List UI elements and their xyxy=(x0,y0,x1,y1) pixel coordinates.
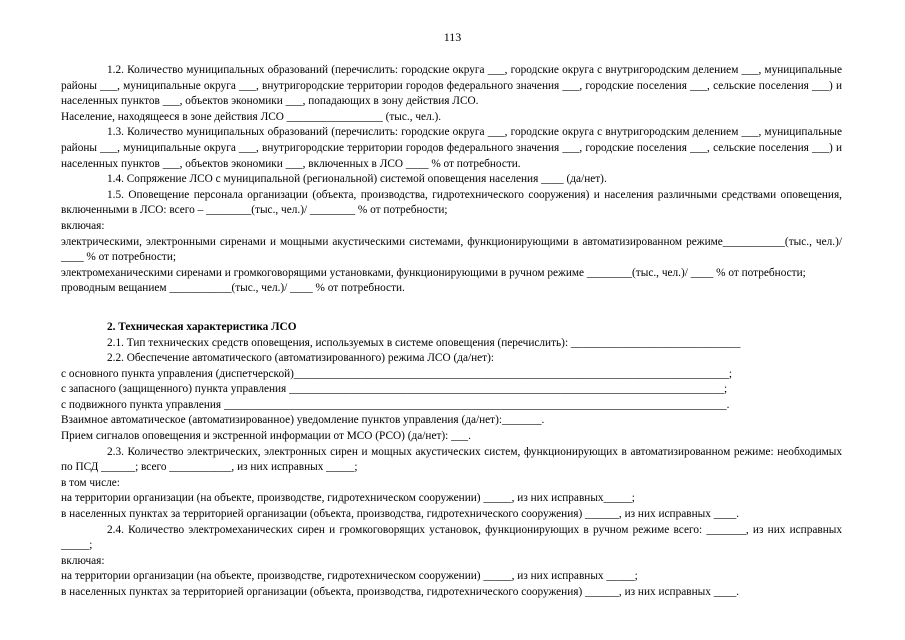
paragraph-mobile-control-point: с подвижного пункта управления _________________________________________________________________________________________. xyxy=(61,398,730,411)
paragraph-1-3: 1.3. Количество муниципальных образований (перечислить: городские округа ___, городские округа с внутригородским делением ___, муниципальные районы ___, муниципальные округа ___, внутригородские территории городов федерального значения ___, городские поселения ___, сельские поселения ___) и населенных пунктов ___, объектов экономики ___, включенных в ЛСО ____ % от потребности. xyxy=(61,126,842,170)
paragraph-signal-reception: Прием сигналов оповещения и экстренной информации от МСО (РСО) (да/нет): ___. xyxy=(61,430,471,443)
paragraph-settlements-2-3: в населенных пунктах за территорией организации (объекта, производства, гидротехнического сооружения) ______, из них исправных ____. xyxy=(61,508,740,521)
paragraph-2-1: 2.1. Тип технических средств оповещения, используемых в системе оповещения (перечислить): ______________________________ xyxy=(107,336,741,349)
paragraph-main-control-point: с основного пункта управления (диспетчерской)_____________________________________________________________________________; xyxy=(61,367,732,380)
page-number: 113 xyxy=(443,30,462,44)
paragraph-mutual-notification: Взаимное автоматическое (автоматизированное) уведомление пунктов управления (да/нет):_______. xyxy=(61,414,545,427)
paragraph-population: Население, находящееся в зоне действия ЛСО _________________ (тыс., чел.). xyxy=(61,110,442,123)
paragraph-electric-sirens: электрическими, электронными сиренами и мощными акустическими системами, функционирующими в автоматизированном режиме___________(тыс., чел.)/ ____ % от потребности; xyxy=(61,235,842,264)
paragraph-including-2-4: включая: xyxy=(61,554,105,567)
paragraph-territory-2-4: на территории организации (на объекте, производстве, гидротехническом сооружении) _____, из них исправных _____; xyxy=(61,570,638,583)
paragraph-2-3: 2.3. Количество электрических, электронных сирен и мощных акустических систем, функционирующих в автоматизированном режиме: необходимых по ПСД ______; всего ___________, из них исправных _____; xyxy=(61,445,842,474)
paragraph-1-2: 1.2. Количество муниципальных образований (перечислить: городские округа ___, городские округа с внутригородским делением ___, муниципальные районы ___, муниципальные округа ___, внутригородские территории городов федерального значения ___, городские поселения ___, сельские поселения ___) и населенных пунктов ___, объектов экономики ___, попадающих в зону действия ЛСО. xyxy=(61,64,842,108)
paragraph-territory-2-3: на территории организации (на объекте, производстве, гидротехническом сооружении) _____, из них исправных_____; xyxy=(61,492,635,505)
paragraph-settlements-2-4: в населенных пунктах за территорией организации (объекта, производства, гидротехнического сооружения) ______, из них исправных ____. xyxy=(61,586,740,598)
paragraph-reserve-control-point: с запасного (защищенного) пункта управления _____________________________________________________________________________; xyxy=(61,383,728,396)
paragraph-1-5: 1.5. Оповещение персонала организации (объекта, производства, гидротехнического сооружения) и населения различными средствами оповещения, включенными в ЛСО: всего – ________(тыс., чел.)/ ________ % от потребности; xyxy=(61,188,842,217)
paragraph-1-4: 1.4. Сопряжение ЛСО с муниципальной (региональной) системой оповещения населения ____ (да/нет). xyxy=(107,173,607,186)
paragraph-including: включая: xyxy=(61,219,105,232)
paragraph-2-4: 2.4. Количество электромеханических сирен и громкоговорящих установок, функционирующих в ручном режиме всего: _______, из них исправных _____; xyxy=(61,523,842,552)
paragraph-2-2: 2.2. Обеспечение автоматического (автоматизированного) режима ЛСО (да/нет): xyxy=(107,352,495,365)
section-2-heading: 2. Техническая характеристика ЛСО xyxy=(107,320,297,333)
paragraph-electromechanical-sirens: электромеханическими сиренами и громкоговорящими установками, функционирующими в ручном режиме ________(тыс., чел.)/ ____ % от потребности; xyxy=(61,266,806,279)
document-body xyxy=(61,63,842,601)
spacer xyxy=(61,297,842,312)
paragraph-wire-broadcast: проводным вещанием ___________(тыс., чел.)/ ____ % от потребности. xyxy=(61,282,405,295)
paragraph-including-2-3: в том числе: xyxy=(61,476,120,489)
